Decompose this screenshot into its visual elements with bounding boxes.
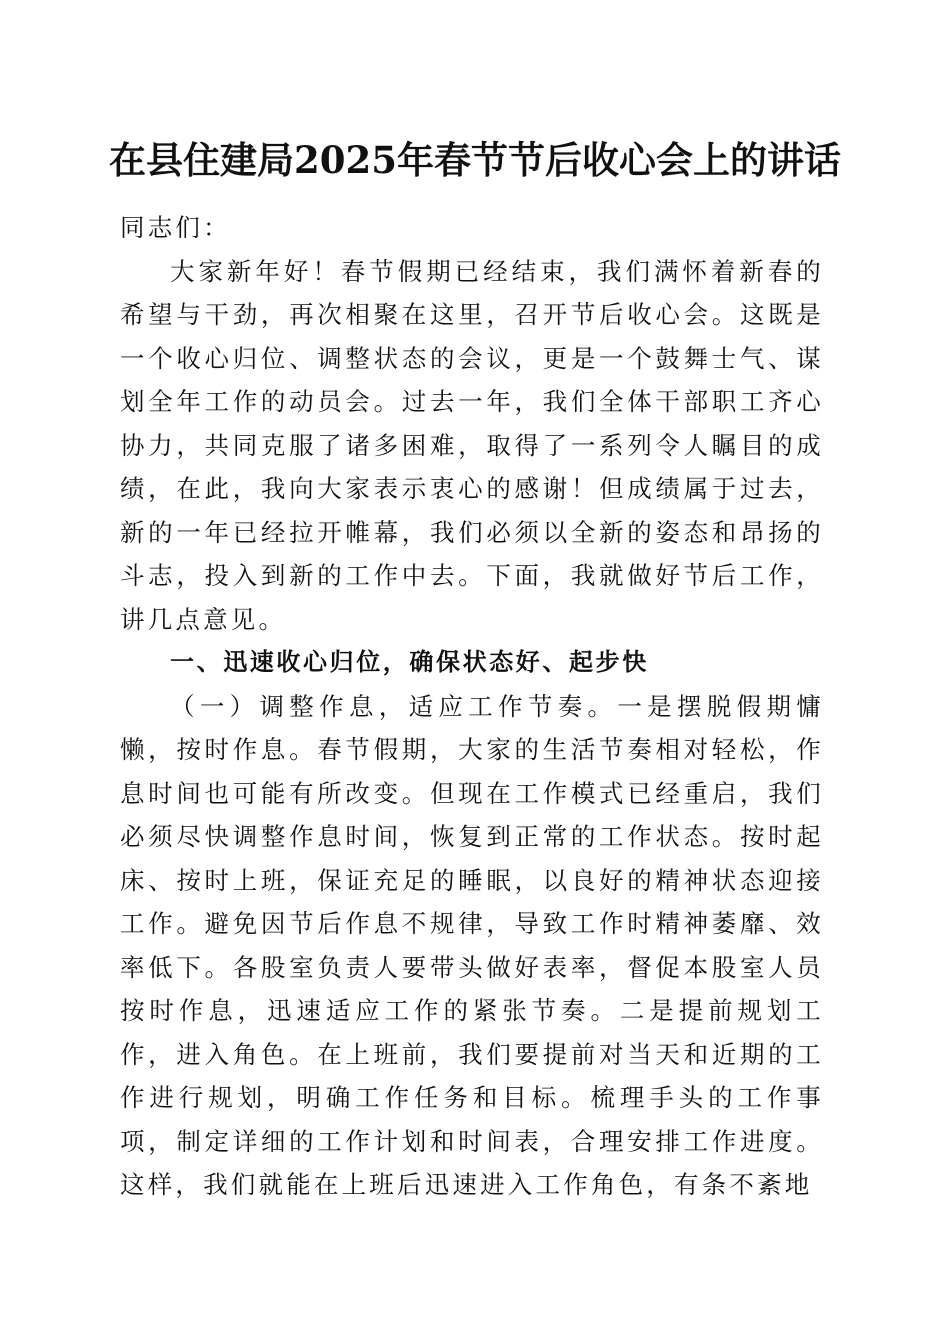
document-title: 在县住建局2025年春节节后收心会上的讲话	[109, 138, 841, 182]
section-1-1-paragraph	[120, 685, 824, 1207]
document-body	[120, 206, 824, 1207]
salutation: 同志们：	[120, 213, 231, 242]
section-heading-1: 一、迅速收心归位，确保状态好、起步快	[170, 648, 649, 676]
subsection-body: 一是摆脱假期慵懒，按时作息。春节假期，大家的生活节奏相对轻松，作息时间也可能有所改变。但现在工作模式已经重启，我们必须尽快调整作息时间，恢复到正常的工作状态。按时起床、按时上班，保证充足的睡眠，以良好的精神状态迎接工作。避免因节后作息不规律，导致工作时精神萎靡、效率低下。各股室负责人要带头做好表率，督促本股室人员按时作息，迅速适应工作的紧张节奏。二是提前规划工作，进入角色。在上班前，我们要提前对当天和近期的工作进行规划，明确工作任务和目标。梳理手头的工作事项，制定详细的工作计划和时间表，合理安排工作进度。这样，我们就能在上班后迅速进入工作角色，有条不紊地	[120, 691, 824, 1199]
intro-paragraph: 大家新年好！春节假期已经结束，我们满怀着新春的希望与干劲，再次相聚在这里，召开节后收心会。这既是一个收心归位、调整状态的会议，更是一个鼓舞士气、谋划全年工作的动员会。过去一年，我们全体干部职工齐心协力，共同克服了诸多困难，取得了一系列令人瞩目的成绩，在此，我向大家表示衷心的感谢！但成绩属于过去，新的一年已经拉开帷幕，我们必须以全新的姿态和昂扬的斗志，投入到新的工作中去。下面，我就做好节后工作，讲几点意见。	[120, 256, 824, 634]
subsection-label: （一）调整作息，适应工作节奏。	[170, 691, 618, 721]
